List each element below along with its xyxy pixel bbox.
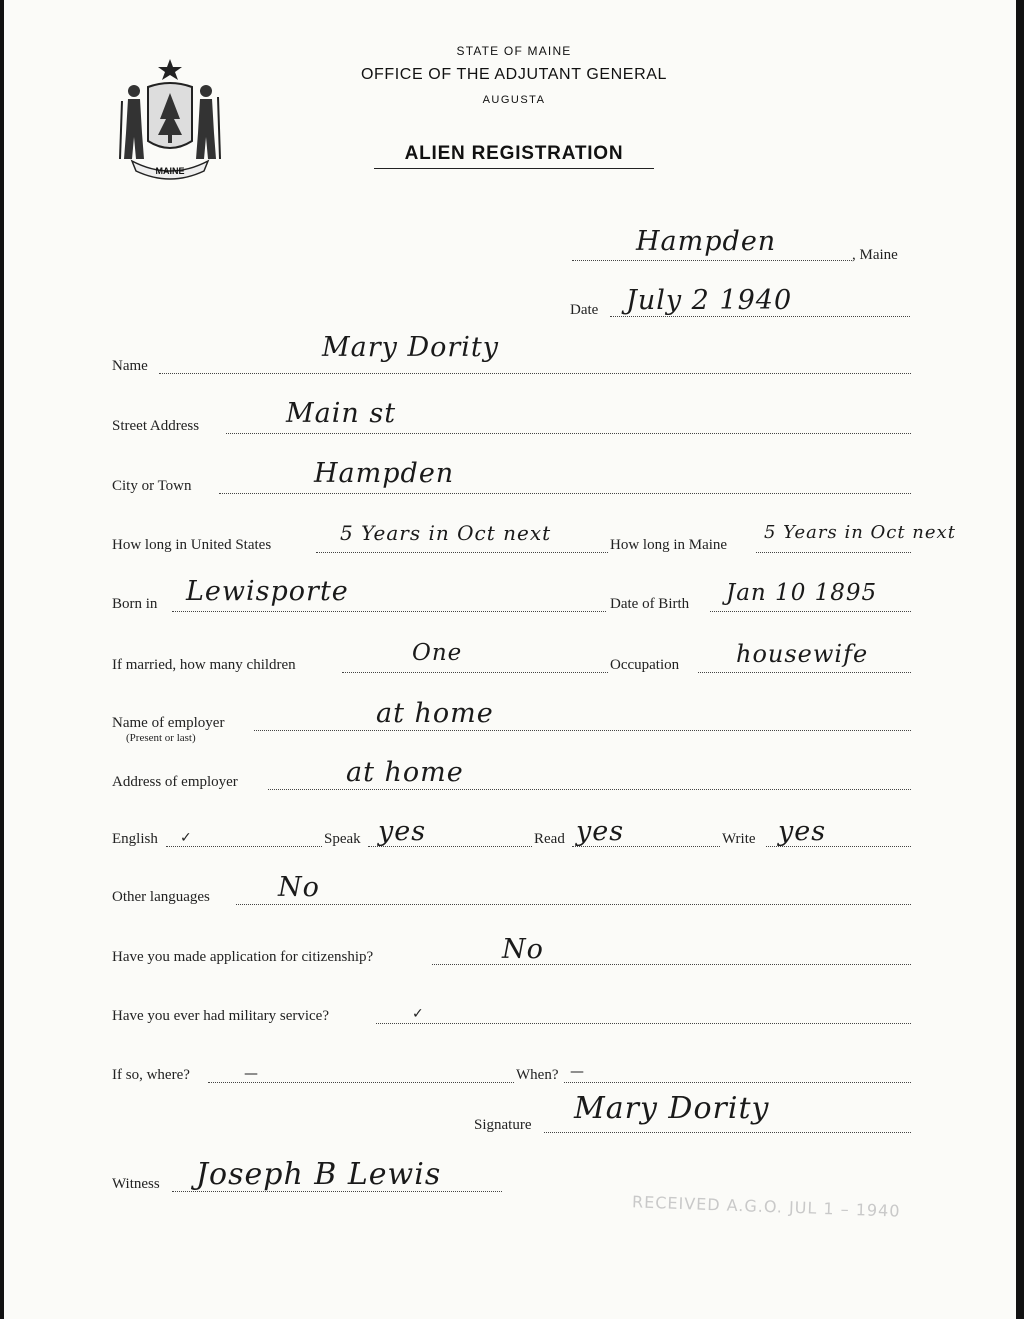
write-label: Write <box>722 831 756 847</box>
other-languages-label: Other languages <box>112 889 210 905</box>
occupation-line <box>698 672 911 673</box>
place-field[interactable]: Hampden <box>636 226 777 257</box>
citizenship-label: Have you made application for citizenship? <box>112 949 374 965</box>
title-underline <box>374 168 654 169</box>
other-languages-field[interactable]: No <box>278 872 320 903</box>
place-line <box>572 260 852 261</box>
name-label: Name <box>112 358 148 374</box>
employer-name-label: Name of employer <box>112 715 225 731</box>
military-line <box>376 1023 911 1024</box>
city-label: City or Town <box>112 478 192 494</box>
name-field[interactable]: Mary Dority <box>322 332 500 363</box>
street-label: Street Address <box>112 418 200 434</box>
how-long-maine-line <box>756 552 911 553</box>
received-stamp: RECEIVED A.G.O. JUL 1 – 1940 <box>631 1192 901 1221</box>
state-seal-icon <box>114 55 226 180</box>
where-label: If so, where? <box>112 1067 190 1083</box>
born-in-label: Born in <box>112 596 158 612</box>
date-line <box>610 316 910 317</box>
write-field[interactable]: yes <box>778 816 827 847</box>
signature-line <box>544 1132 911 1133</box>
occupation-label: Occupation <box>610 657 680 673</box>
english-label: English <box>112 831 158 847</box>
street-line <box>226 433 911 434</box>
dob-line <box>710 611 911 612</box>
born-in-field[interactable]: Lewisporte <box>186 576 349 607</box>
employer-address-field[interactable]: at home <box>346 757 464 788</box>
english-line <box>166 846 322 847</box>
city-heading: AUGUSTA <box>482 94 546 106</box>
employer-name-field[interactable]: at home <box>376 698 494 729</box>
read-label: Read <box>534 831 565 847</box>
witness-label: Witness <box>112 1176 160 1192</box>
where-field[interactable]: — <box>244 1066 258 1082</box>
dob-label: Date of Birth <box>610 596 690 612</box>
when-field[interactable]: — <box>570 1064 584 1080</box>
registration-form <box>4 0 1016 1319</box>
speak-label: Speak <box>324 831 361 847</box>
how-long-us-label: How long in United States <box>112 537 272 553</box>
form-title: ALIEN REGISTRATION <box>404 143 624 164</box>
when-label: When? <box>516 1067 559 1083</box>
citizenship-field[interactable]: No <box>502 934 544 965</box>
how-long-maine-field[interactable]: 5 Years in Oct next <box>764 522 956 543</box>
state-heading: STATE OF MAINE <box>456 44 572 58</box>
children-line <box>342 672 608 673</box>
employer-address-label: Address of employer <box>112 774 238 790</box>
employer-address-line <box>268 789 911 790</box>
city-line <box>219 493 911 494</box>
how-long-maine-label: How long in Maine <box>610 537 728 553</box>
when-line <box>564 1082 911 1083</box>
city-field[interactable]: Hampden <box>314 458 455 489</box>
speak-field[interactable]: yes <box>378 816 427 847</box>
date-label: Date <box>570 302 599 318</box>
how-long-us-field[interactable]: 5 Years in Oct next <box>340 521 552 545</box>
name-line <box>159 373 911 374</box>
other-languages-line <box>236 904 911 905</box>
street-field[interactable]: Main st <box>286 398 397 429</box>
children-field[interactable]: One <box>412 640 463 666</box>
born-in-line <box>172 611 606 612</box>
military-label: Have you ever had military service? <box>112 1008 329 1024</box>
read-field[interactable]: yes <box>576 816 625 847</box>
occupation-field[interactable]: housewife <box>736 640 869 668</box>
english-check[interactable]: ✓ <box>180 830 192 846</box>
how-long-us-line <box>316 552 608 553</box>
signature-label: Signature <box>474 1117 532 1133</box>
employer-name-sublabel: (Present or last) <box>126 732 196 744</box>
where-line <box>208 1082 514 1083</box>
maine-suffix: , Maine <box>852 247 898 263</box>
dob-field[interactable]: Jan 10 1895 <box>726 580 878 606</box>
date-field[interactable]: July 2 1940 <box>626 285 793 316</box>
witness-field[interactable]: Joseph B Lewis <box>196 1157 442 1192</box>
seal-text: MAINE <box>155 166 185 176</box>
children-label: If married, how many children <box>112 657 296 673</box>
military-check[interactable]: ✓ <box>412 1006 424 1022</box>
employer-name-line <box>254 730 911 731</box>
signature-field[interactable]: Mary Dority <box>574 1091 770 1126</box>
office-heading: OFFICE OF THE ADJUTANT GENERAL <box>360 66 668 83</box>
